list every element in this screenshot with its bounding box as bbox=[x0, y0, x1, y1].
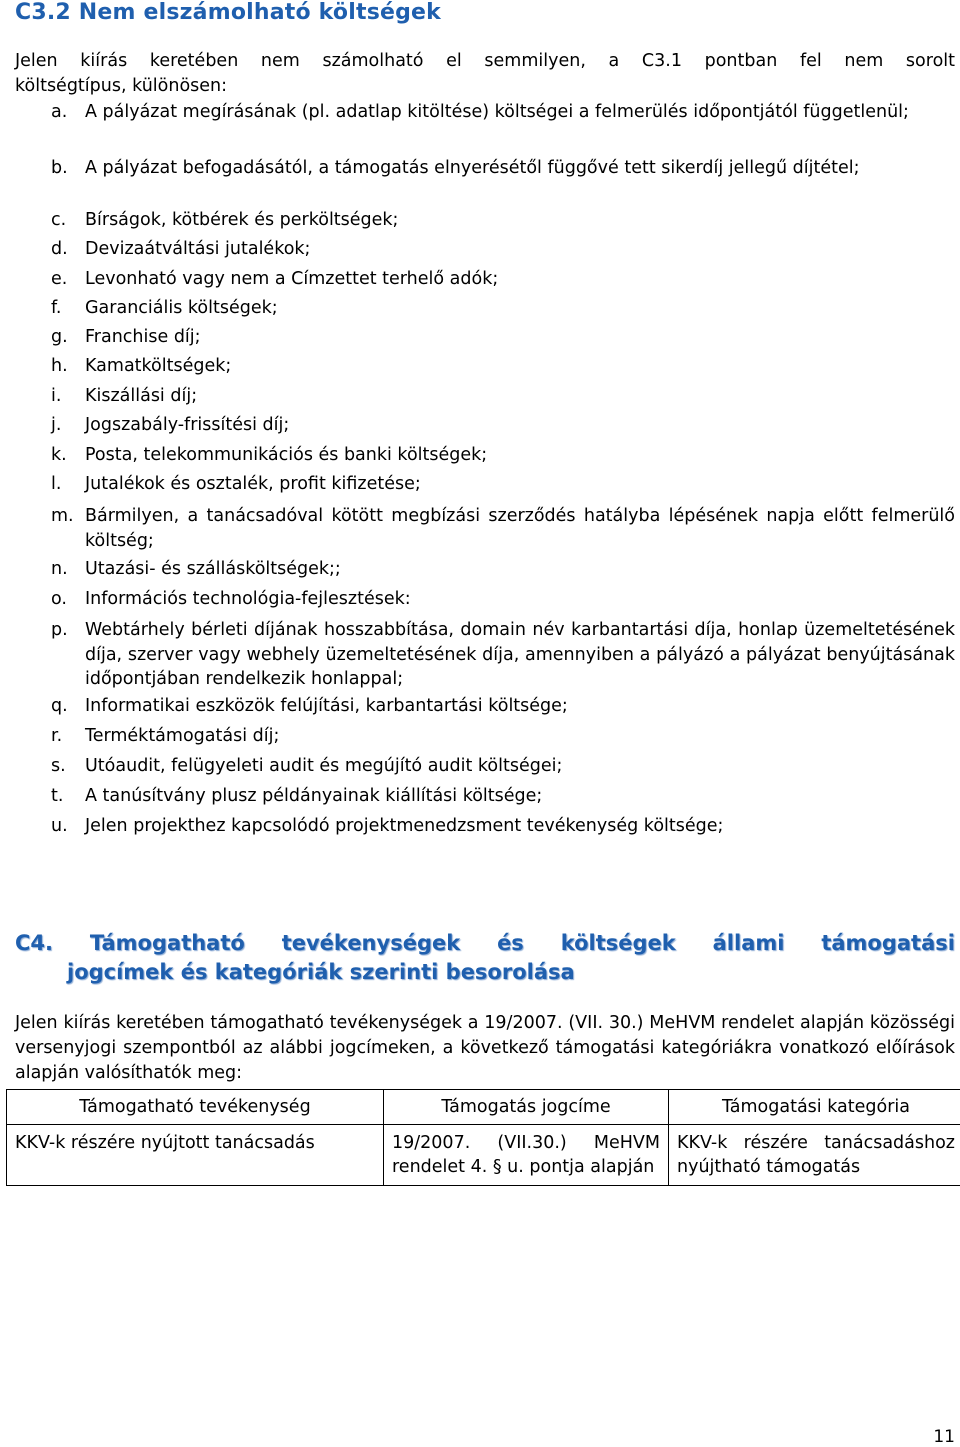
list-item bbox=[51, 816, 955, 836]
title-word: állami bbox=[713, 929, 785, 958]
list-item bbox=[51, 726, 955, 746]
intro-line-1: Jelen kiírás keretében nem számolható el semmilyen, a C3.1 pontban fel nem sorolt bbox=[15, 49, 955, 74]
list-item bbox=[51, 156, 955, 181]
list-item-label: e. bbox=[51, 269, 67, 289]
classification-table bbox=[6, 1089, 960, 1186]
section-title-c3-2: C3.2 Nem elszámolható költségek bbox=[15, 0, 441, 25]
section-c4-paragraph: Jelen kiírás keretében támogatható tevékenységek a 19/2007. (VII. 30.) MeHVM rendelet alapján közösségi versenyjogi szempontból az alábbi jogcímeken, a következő támogatási kategóriákra vonatkozó előírások alapján valósíthatók meg: bbox=[15, 1011, 955, 1086]
list-item bbox=[51, 618, 955, 692]
list-item bbox=[51, 559, 955, 579]
list-item-text: Bármilyen, a tanácsadóval kötött megbízási szerződés hatályba lépésének napja előtt felmerülő költség; bbox=[85, 504, 955, 554]
section-title-c4 bbox=[15, 929, 955, 987]
list-item-label: r. bbox=[51, 726, 62, 746]
list-item-text: Bírságok, kötbérek és perköltségek; bbox=[85, 210, 955, 230]
list-item-text: Kamatköltségek; bbox=[85, 356, 955, 376]
list-item-label: h. bbox=[51, 356, 68, 376]
list-item-text: Levonható vagy nem a Címzettet terhelő adók; bbox=[85, 269, 955, 289]
list-item bbox=[51, 210, 955, 230]
list-item bbox=[51, 327, 955, 347]
list-item-text: Informatikai eszközök felújítási, karbantartási költsége; bbox=[85, 696, 955, 716]
list-item-label: a. bbox=[51, 100, 67, 124]
title-word: tevékenységek bbox=[282, 929, 460, 958]
list-item bbox=[51, 786, 955, 806]
list-item bbox=[51, 269, 955, 289]
list-item-label: m. bbox=[51, 504, 74, 529]
list-item bbox=[51, 445, 955, 465]
list-item-text: Utóaudit, felügyeleti audit és megújító audit költségei; bbox=[85, 756, 955, 776]
list-item bbox=[51, 589, 955, 609]
list-item bbox=[51, 298, 955, 318]
title-word: C4. bbox=[15, 929, 53, 958]
list-item-text: Webtárhely bérleti díjának hosszabbítása, domain név karbantartási díja, honlap üzemeltetésének díja, szerver vagy webhely üzemeltetésének díja, amennyiben a pályázó a pályázat benyújtásának időpontjában rendelkezik honlappal; bbox=[85, 618, 955, 692]
list-item-text: Információs technológia-fejlesztések: bbox=[85, 589, 955, 609]
list-item-text: Franchise díj; bbox=[85, 327, 955, 347]
title-word: Támogatható bbox=[90, 929, 245, 958]
list-item bbox=[51, 415, 955, 435]
table-row bbox=[7, 1125, 960, 1186]
list-item-label: n. bbox=[51, 559, 68, 579]
title-word: költségek bbox=[561, 929, 676, 958]
list-item-label: f. bbox=[51, 298, 61, 318]
list-item-text: A pályázat befogadásától, a támogatás elnyerésétől függővé tett sikerdíj jellegű díjtétel; bbox=[85, 156, 955, 181]
list-item-label: c. bbox=[51, 210, 66, 230]
list-item bbox=[51, 386, 955, 406]
list-item-text: Posta, telekommunikációs és banki költségek; bbox=[85, 445, 955, 465]
list-item-text: Jelen projekthez kapcsolódó projektmenedzsment tevékenység költsége; bbox=[85, 816, 955, 836]
table-cell: KKV-k részére tanácsadáshoz nyújtható támogatás bbox=[669, 1125, 960, 1186]
list-item bbox=[51, 100, 955, 124]
list-item-label: b. bbox=[51, 156, 68, 181]
list-item-label: q. bbox=[51, 696, 68, 716]
table-cell: KKV-k részére nyújtott tanácsadás bbox=[7, 1125, 384, 1186]
table-header-cell: Támogatás jogcíme bbox=[384, 1090, 669, 1125]
list-item-label: u. bbox=[51, 816, 68, 836]
list-item-label: d. bbox=[51, 239, 68, 259]
list-item-text: Jutalékok és osztalék, profit kifizetése; bbox=[85, 474, 955, 494]
list-item-text: A tanúsítvány plusz példányainak kiállítási költsége; bbox=[85, 786, 955, 806]
list-item-label: k. bbox=[51, 445, 67, 465]
list-item-label: p. bbox=[51, 618, 68, 643]
list-item-text: Garanciális költségek; bbox=[85, 298, 955, 318]
list-item bbox=[51, 474, 955, 494]
list-item-text: Devizaátváltási jutalékok; bbox=[85, 239, 955, 259]
table-header-cell: Támogatható tevékenység bbox=[7, 1090, 384, 1125]
list-item bbox=[51, 504, 955, 554]
list-item bbox=[51, 696, 955, 716]
title-line-2: jogcímek és kategóriák szerinti besorolása bbox=[15, 958, 955, 987]
list-item bbox=[51, 239, 955, 259]
list-item bbox=[51, 356, 955, 376]
list-item-text: Jogszabály-frissítési díj; bbox=[85, 415, 955, 435]
list-item-label: j. bbox=[51, 415, 61, 435]
intro-line-2: költségtípus, különösen: bbox=[15, 74, 955, 99]
list-item-label: s. bbox=[51, 756, 66, 776]
list-item-text: Terméktámogatási díj; bbox=[85, 726, 955, 746]
table-header-cell: Támogatási kategória bbox=[669, 1090, 960, 1125]
list-item bbox=[51, 756, 955, 776]
list-item-label: o. bbox=[51, 589, 67, 609]
list-item-text: Kiszállási díj; bbox=[85, 386, 955, 406]
table-header-row bbox=[7, 1090, 960, 1125]
list-item-label: t. bbox=[51, 786, 63, 806]
page-number: 11 bbox=[933, 1427, 955, 1447]
table-cell: 19/2007. (VII.30.) MeHVM rendelet 4. § u. pontja alapján bbox=[384, 1125, 669, 1186]
list-item-text: Utazási- és szállásköltségek;; bbox=[85, 559, 955, 579]
list-item-label: g. bbox=[51, 327, 68, 347]
list-item-text: A pályázat megírásának (pl. adatlap kitöltése) költségei a felmerülés időpontjától függetlenül; bbox=[85, 100, 955, 124]
title-word: támogatási bbox=[821, 929, 955, 958]
list-item-label: i. bbox=[51, 386, 61, 406]
list-item-label: l. bbox=[51, 474, 61, 494]
title-word: és bbox=[497, 929, 524, 958]
